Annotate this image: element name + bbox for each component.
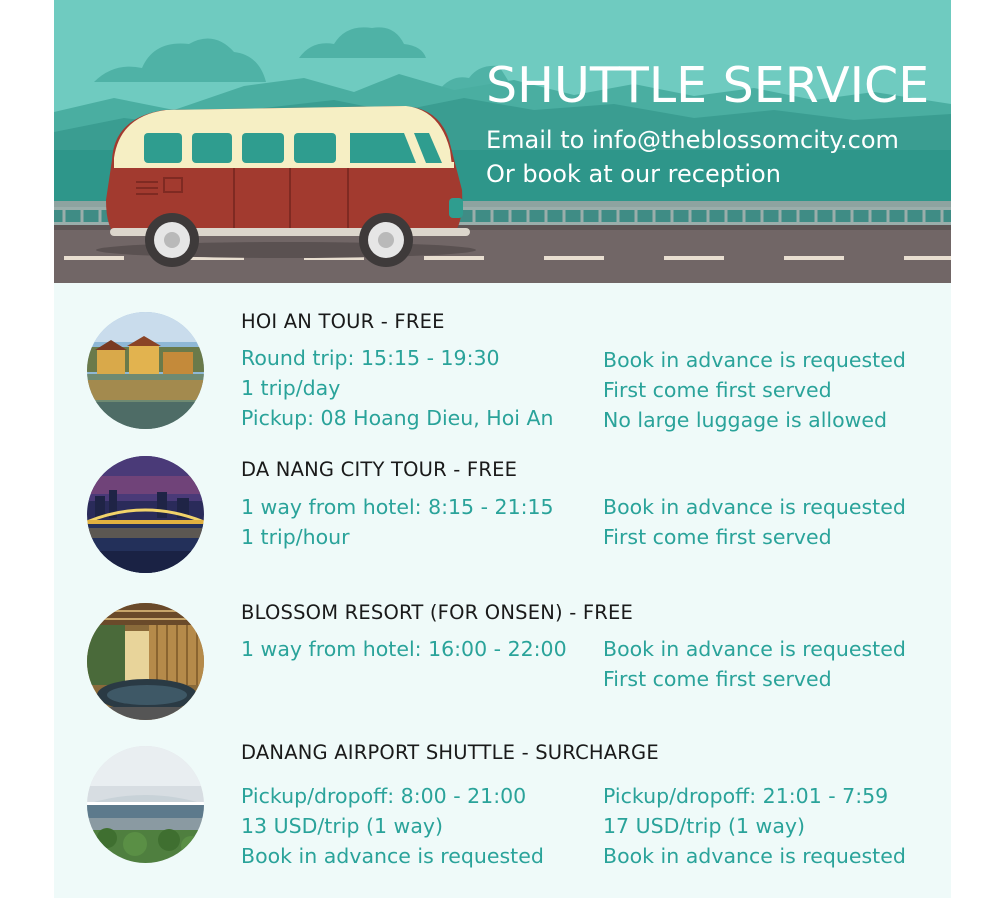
detail-line: Pickup/dropoff: 21:01 - 7:59	[603, 784, 889, 808]
detail-line: 17 USD/trip (1 way)	[603, 814, 806, 838]
detail-line: No large luggage is allowed	[603, 408, 888, 432]
tour-title: BLOSSOM RESORT (FOR ONSEN) - FREE	[241, 601, 634, 624]
reception-line: Or book at our reception	[486, 160, 781, 188]
banner	[54, 0, 951, 283]
detail-line: 13 USD/trip (1 way)	[241, 814, 444, 838]
detail-line: Book in advance is requested	[603, 348, 906, 372]
tour-title: DANANG AIRPORT SHUTTLE - SURCHARGE	[241, 741, 659, 764]
hoi-an-riverside-photo	[87, 312, 204, 429]
contact-email-line: Email to info@theblossomcity.com	[486, 126, 899, 154]
detail-line: Pickup: 08 Hoang Dieu, Hoi An	[241, 406, 554, 430]
tour-details-right	[603, 345, 906, 435]
tour-details-left	[241, 634, 567, 664]
detail-line: First come first served	[603, 525, 832, 549]
detail-line: 1 trip/hour	[241, 525, 350, 549]
shuttle-poster	[54, 0, 951, 898]
tour-details-right	[603, 492, 906, 552]
detail-line: Book in advance is requested	[603, 844, 906, 868]
detail-line: Book in advance is requested	[603, 495, 906, 519]
page-title: SHUTTLE SERVICE	[486, 57, 930, 114]
detail-line: Book in advance is requested	[603, 637, 906, 661]
detail-line: 1 way from hotel: 16:00 - 22:00	[241, 637, 567, 661]
tour-blossom-resort	[54, 578, 951, 726]
tour-hoi-an	[54, 283, 951, 433]
airport-terminal-photo	[87, 746, 204, 863]
detail-line: Book in advance is requested	[241, 844, 544, 868]
tour-da-nang-city	[54, 433, 951, 578]
detail-line: First come first served	[603, 667, 832, 691]
tour-details-left	[241, 343, 554, 433]
tour-details-right	[603, 781, 906, 871]
detail-line: 1 way from hotel: 8:15 - 21:15	[241, 495, 554, 519]
detail-line: Pickup/dropoff: 8:00 - 21:00	[241, 784, 527, 808]
da-nang-bridge-night-photo	[87, 456, 204, 573]
tour-airport-shuttle	[54, 726, 951, 898]
detail-line: 1 trip/day	[241, 376, 341, 400]
tour-details-right	[603, 634, 906, 694]
detail-line: Round trip: 15:15 - 19:30	[241, 346, 500, 370]
tour-details-left	[241, 781, 544, 871]
tour-title: DA NANG CITY TOUR - FREE	[241, 458, 518, 481]
tour-title: HOI AN TOUR - FREE	[241, 310, 445, 333]
onsen-pool-photo	[87, 603, 204, 720]
detail-line: First come first served	[603, 378, 832, 402]
tour-details-left	[241, 492, 554, 552]
